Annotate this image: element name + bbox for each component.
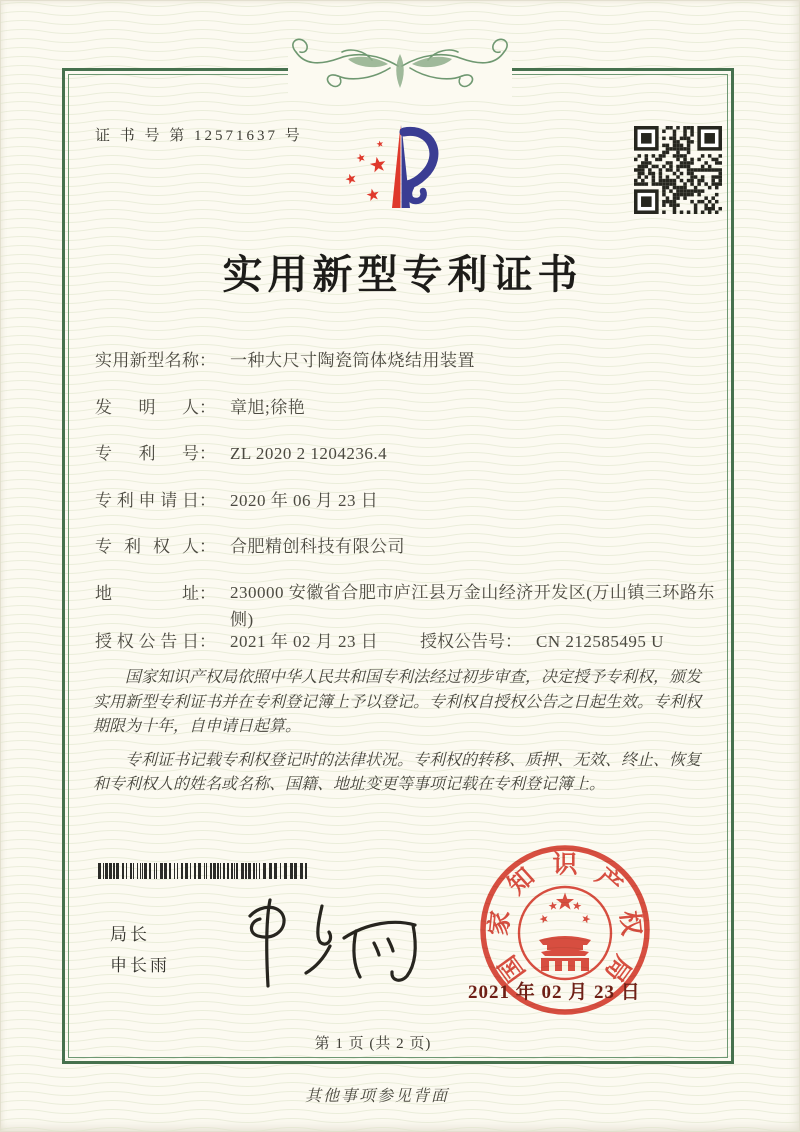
- field-label: 实用新型名称: [95, 351, 199, 370]
- field-row-address: 地址： 230000 安徽省合肥市庐江县万金山经济开发区(万山镇三环路东侧): [95, 579, 722, 633]
- legal-text-block: [93, 666, 711, 807]
- field-value-grant-date: 2021 年 02 月 23 日: [230, 632, 379, 651]
- field-value-filing-date: 2020 年 06 月 23 日: [230, 491, 379, 510]
- field-row-grant: 授权公告日： 2021 年 02 月 23 日 授权公告号： CN 212585495 U: [95, 627, 745, 652]
- legal-paragraph-1: 国家知识产权局依照中华人民共和国专利法经过初步审查，决定授予专利权，颁发实用新型专利证书并在专利登记簿上予以登记。专利权自授权公告之日起生效。专利权期限为十年，自申请日起算。: [93, 669, 702, 735]
- svg-text:知: 知: [503, 863, 540, 901]
- page-number: 第 1 页 (共 2 页): [314, 1036, 432, 1052]
- field-row-filing-date: 专利申请日： 2020 年 06 月 23 日: [95, 486, 378, 511]
- field-row-patent-number: 专利号： ZL 2020 2 1204236.4: [95, 439, 387, 464]
- svg-text:识: 识: [552, 851, 578, 879]
- seal-date: 2021 年 02 月 23 日: [468, 982, 641, 1003]
- field-value-patent-number: ZL 2020 2 1204236.4: [230, 444, 388, 463]
- commissioner-name: 申长雨: [110, 956, 170, 975]
- field-value-patent-name: 一种大尺寸陶瓷筒体烧结用装置: [230, 351, 475, 370]
- svg-text:产: 产: [590, 863, 627, 901]
- top-flourish-ornament-icon: [280, 38, 520, 108]
- certificate-title: 实用新型专利证书: [222, 252, 583, 297]
- field-label: 授权公告日: [95, 632, 199, 651]
- svg-text:国: 国: [494, 950, 531, 987]
- certificate-number: 证 书 号 第 12571637 号: [95, 128, 303, 144]
- field-label: 专利号: [95, 444, 199, 463]
- handwritten-signature-icon: [222, 890, 422, 990]
- field-value-grant-number: CN 212585495 U: [536, 632, 664, 651]
- field-value-inventor: 章旭;徐艳: [230, 398, 306, 417]
- field-value-patentee: 合肥精创科技有限公司: [230, 537, 405, 556]
- legal-paragraph-2: 专利证书记载专利权登记时的法律状况。专利权的转移、质押、无效、终止、恢复和专利权人的姓名或名称、国籍、地址变更等事项记载在专利登记簿上。: [93, 751, 702, 793]
- back-side-note: 其他事项参见背面: [304, 1088, 449, 1105]
- field-label: 地址: [95, 584, 199, 603]
- svg-text:家: 家: [485, 909, 516, 938]
- cnipa-logo-icon: [328, 108, 478, 228]
- qr-code-icon: [634, 126, 722, 214]
- field-label: 发明人: [95, 398, 199, 417]
- field-row-inventor: 发明人： 章旭;徐艳: [95, 393, 305, 418]
- field-grant-number: 授权公告号： CN 212585495 U: [420, 632, 664, 651]
- field-value-address: 230000 安徽省合肥市庐江县万金山经济开发区(万山镇三环路东侧): [230, 583, 715, 629]
- commissioner-title: 局长: [110, 925, 150, 944]
- svg-text:局: 局: [599, 950, 636, 987]
- field-label: 授权公告号: [420, 632, 505, 651]
- svg-text:权: 权: [614, 909, 645, 938]
- field-label: 专利申请日: [95, 491, 199, 510]
- field-row-patentee: 专利权人： 合肥精创科技有限公司: [95, 532, 405, 557]
- field-row-patent-name: 实用新型名称： 一种大尺寸陶瓷筒体烧结用装置: [95, 346, 475, 371]
- barcode-icon: [98, 863, 310, 879]
- field-label: 专利权人: [95, 537, 199, 556]
